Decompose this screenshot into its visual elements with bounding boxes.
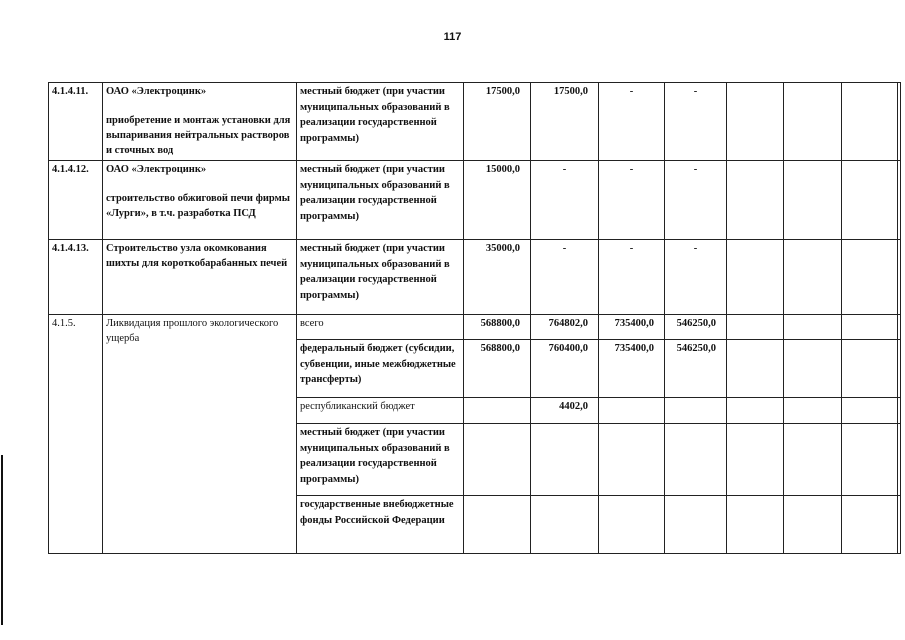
funding-source: местный бюджет (при участии муниципальных образований в реализации государственной программы) bbox=[297, 161, 464, 240]
value-cell bbox=[599, 424, 665, 496]
funding-source: местный бюджет (при участии муниципальных образований в реализации государственной программы) bbox=[297, 83, 464, 161]
empty-cell bbox=[898, 340, 901, 398]
value-cell: 15000,0 bbox=[464, 161, 531, 240]
funding-source: федеральный бюджет (субсидии, субвенции, иные межбюджетные трансферты) bbox=[297, 340, 464, 398]
group-name: Ликвидация прошлого экологического ущерба bbox=[103, 315, 297, 554]
empty-cell bbox=[842, 83, 898, 161]
row-name-cell bbox=[103, 83, 297, 161]
value-cell bbox=[464, 398, 531, 424]
value-cell: 17500,0 bbox=[464, 83, 531, 161]
value-cell bbox=[599, 398, 665, 424]
empty-cell bbox=[898, 161, 901, 240]
empty-cell bbox=[898, 240, 901, 315]
value-cell: - bbox=[665, 240, 727, 315]
row-code: 4.1.4.13. bbox=[49, 240, 103, 315]
empty-cell bbox=[784, 315, 842, 340]
empty-cell bbox=[842, 496, 898, 554]
row-code: 4.1.4.11. bbox=[49, 83, 103, 161]
row-name-cell bbox=[103, 161, 297, 240]
value-cell: - bbox=[665, 83, 727, 161]
empty-cell bbox=[727, 496, 784, 554]
empty-cell bbox=[898, 398, 901, 424]
value-cell: 546250,0 bbox=[665, 340, 727, 398]
empty-cell bbox=[727, 340, 784, 398]
value-cell: 568800,0 bbox=[464, 315, 531, 340]
empty-cell bbox=[784, 240, 842, 315]
value-cell bbox=[665, 424, 727, 496]
empty-cell bbox=[842, 340, 898, 398]
value-cell: 546250,0 bbox=[665, 315, 727, 340]
empty-cell bbox=[784, 398, 842, 424]
row-name: ОАО «Электроцинк» bbox=[106, 86, 207, 97]
empty-cell bbox=[784, 340, 842, 398]
value-cell: 4402,0 bbox=[531, 398, 599, 424]
empty-cell bbox=[898, 424, 901, 496]
value-cell: 764802,0 bbox=[531, 315, 599, 340]
funding-source: государственные внебюджетные фонды Российской Федерации bbox=[297, 496, 464, 554]
table-row bbox=[49, 240, 901, 315]
funding-source: местный бюджет (при участии муниципальных образований в реализации государственной программы) bbox=[297, 424, 464, 496]
value-cell: - bbox=[665, 161, 727, 240]
funding-source: республиканский бюджет bbox=[297, 398, 464, 424]
empty-cell bbox=[727, 424, 784, 496]
row-description: приобретение и монтаж установки для выпаривания нейтральных растворов и сточных вод bbox=[106, 115, 291, 156]
funding-source: всего bbox=[297, 315, 464, 340]
value-cell: 760400,0 bbox=[531, 340, 599, 398]
value-cell bbox=[665, 398, 727, 424]
value-cell: 568800,0 bbox=[464, 340, 531, 398]
value-cell: - bbox=[531, 161, 599, 240]
value-cell: - bbox=[599, 161, 665, 240]
table-row bbox=[49, 315, 901, 340]
value-cell bbox=[599, 496, 665, 554]
budget-table bbox=[48, 82, 901, 554]
empty-cell bbox=[898, 496, 901, 554]
empty-cell bbox=[727, 161, 784, 240]
scan-edge-mark bbox=[1, 455, 3, 625]
row-code: 4.1.4.12. bbox=[49, 161, 103, 240]
empty-cell bbox=[842, 398, 898, 424]
value-cell: 35000,0 bbox=[464, 240, 531, 315]
value-cell: 735400,0 bbox=[599, 340, 665, 398]
empty-cell bbox=[898, 83, 901, 161]
row-name: ОАО «Электроцинк» bbox=[106, 164, 207, 175]
empty-cell bbox=[784, 496, 842, 554]
value-cell: 735400,0 bbox=[599, 315, 665, 340]
empty-cell bbox=[727, 240, 784, 315]
row-name: Строительство узла окомкования шихты для короткобарабанных печей bbox=[103, 240, 297, 315]
empty-cell bbox=[898, 315, 901, 340]
funding-source: местный бюджет (при участии муниципальных образований в реализации государственной программы) bbox=[297, 240, 464, 315]
empty-cell bbox=[784, 424, 842, 496]
value-cell bbox=[531, 496, 599, 554]
value-cell bbox=[531, 424, 599, 496]
value-cell: - bbox=[599, 83, 665, 161]
value-cell bbox=[464, 424, 531, 496]
value-cell: - bbox=[599, 240, 665, 315]
value-cell: - bbox=[531, 240, 599, 315]
value-cell bbox=[464, 496, 531, 554]
empty-cell bbox=[842, 424, 898, 496]
table-row bbox=[49, 83, 901, 161]
empty-cell bbox=[784, 83, 842, 161]
empty-cell bbox=[727, 83, 784, 161]
value-cell bbox=[665, 496, 727, 554]
page-number: 117 bbox=[443, 31, 462, 43]
value-cell: 17500,0 bbox=[531, 83, 599, 161]
empty-cell bbox=[842, 161, 898, 240]
empty-cell bbox=[727, 398, 784, 424]
empty-cell bbox=[842, 240, 898, 315]
table-row bbox=[49, 161, 901, 240]
empty-cell bbox=[784, 161, 842, 240]
row-description: строительство обжиговой печи фирмы «Лурги», в т.ч. разработка ПСД bbox=[106, 193, 290, 219]
empty-cell bbox=[842, 315, 898, 340]
group-code: 4.1.5. bbox=[49, 315, 103, 554]
empty-cell bbox=[727, 315, 784, 340]
